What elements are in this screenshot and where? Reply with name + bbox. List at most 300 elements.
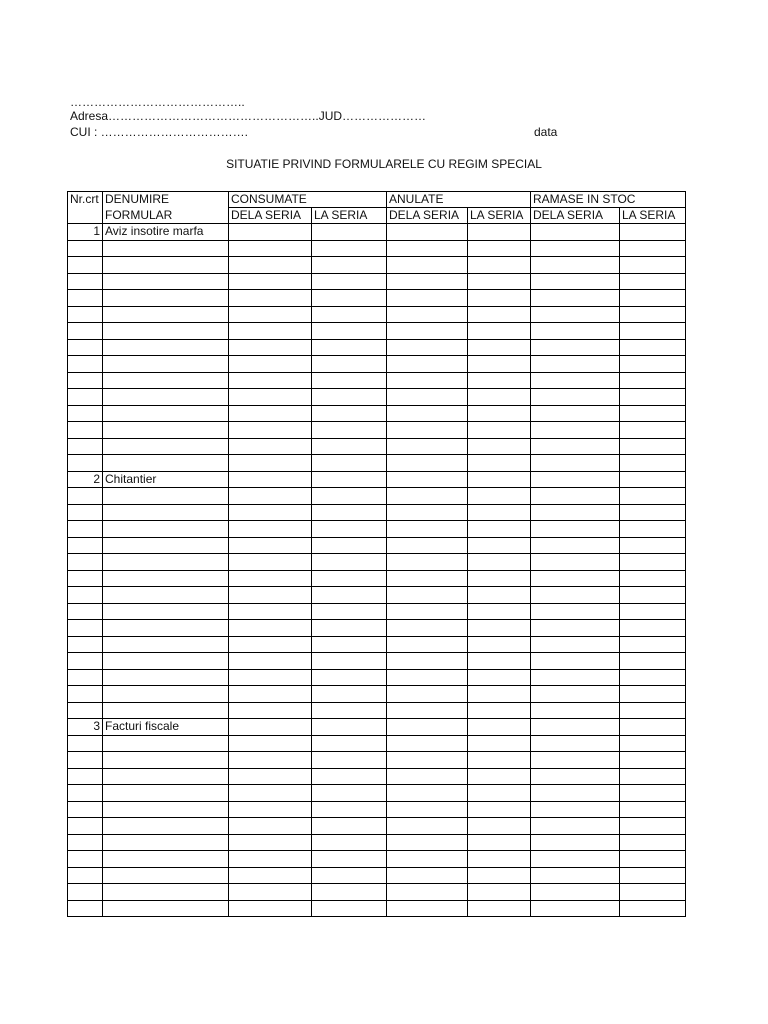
- table-cell: [312, 669, 387, 686]
- table-cell: [68, 537, 103, 554]
- table-cell: [312, 438, 387, 455]
- table-row: [68, 834, 686, 851]
- table-cell: [387, 273, 468, 290]
- date-label: data: [534, 125, 558, 139]
- table-cell: [531, 356, 620, 373]
- table-cell: [312, 554, 387, 571]
- table-cell: [620, 801, 686, 818]
- table-cell: [312, 372, 387, 389]
- table-cell: [312, 587, 387, 604]
- table-cell: [531, 587, 620, 604]
- table-cell: [468, 290, 531, 307]
- table-cell: [68, 702, 103, 719]
- col-header-ramase-dela: DELA SERIA: [531, 208, 620, 224]
- table-cell: [103, 867, 229, 884]
- table-cell: [387, 438, 468, 455]
- table-cell: [229, 587, 312, 604]
- table-cell: [68, 587, 103, 604]
- table-cell: [68, 323, 103, 340]
- table-cell: [229, 752, 312, 769]
- table-cell: [387, 587, 468, 604]
- table-cell: [229, 537, 312, 554]
- table-cell: [387, 851, 468, 868]
- table-row: [68, 686, 686, 703]
- table-cell: [620, 603, 686, 620]
- table-cell: [312, 900, 387, 917]
- table-cell: [103, 488, 229, 505]
- table-cell: [468, 636, 531, 653]
- table-cell: [531, 240, 620, 257]
- table-cell: [620, 240, 686, 257]
- table-cell: [531, 224, 620, 241]
- table-cell: [103, 372, 229, 389]
- table-cell: [387, 422, 468, 439]
- table-cell: [68, 801, 103, 818]
- table-cell: [468, 504, 531, 521]
- cui-line: CUI : ……………………………….: [70, 125, 249, 139]
- table-cell: [620, 306, 686, 323]
- col-header-ramase: RAMASE IN STOC: [531, 192, 620, 208]
- table-cell: [68, 636, 103, 653]
- table-cell: [229, 323, 312, 340]
- address-line: Adresa……………………………………………..JUD…………………: [70, 109, 427, 123]
- table-cell: [620, 669, 686, 686]
- table-cell: [103, 455, 229, 472]
- table-cell: [229, 554, 312, 571]
- col-header-consumate-dela: DELA SERIA: [229, 208, 312, 224]
- table-cell: [468, 785, 531, 802]
- table-row: [68, 405, 686, 422]
- table-cell: [68, 834, 103, 851]
- table-cell: [387, 768, 468, 785]
- table-cell: [68, 570, 103, 587]
- table-cell: [531, 752, 620, 769]
- table-cell: [468, 537, 531, 554]
- table-cell: [229, 686, 312, 703]
- table-cell: [103, 570, 229, 587]
- table-cell: [68, 768, 103, 785]
- table-cell: [68, 422, 103, 439]
- table-cell: [468, 653, 531, 670]
- table-cell: [387, 405, 468, 422]
- table-cell: [312, 306, 387, 323]
- table-cell: [229, 422, 312, 439]
- form-name: Chitantier: [103, 471, 229, 488]
- table-cell: [387, 620, 468, 637]
- table-cell: [387, 900, 468, 917]
- table-cell: [103, 735, 229, 752]
- header-line-1: ……………………………………..: [70, 95, 245, 109]
- table-cell: [387, 488, 468, 505]
- table-cell: [387, 636, 468, 653]
- table-cell: [68, 867, 103, 884]
- table-cell: [103, 438, 229, 455]
- table-cell: [468, 570, 531, 587]
- table-cell: [68, 735, 103, 752]
- table-cell: [387, 537, 468, 554]
- table-cell: [468, 455, 531, 472]
- table-cell: [620, 339, 686, 356]
- table-cell: [103, 603, 229, 620]
- table-cell: [312, 405, 387, 422]
- table-cell: [468, 719, 531, 736]
- table-row: [68, 636, 686, 653]
- table-row: [68, 372, 686, 389]
- table-cell: [387, 884, 468, 901]
- table-cell: [312, 504, 387, 521]
- table-cell: [68, 818, 103, 835]
- table-cell: [68, 686, 103, 703]
- col-header-denumire-2: FORMULAR: [103, 208, 229, 224]
- row-number: 3: [68, 719, 103, 736]
- table-cell: [468, 834, 531, 851]
- table-row: [68, 339, 686, 356]
- table-row: [68, 471, 686, 488]
- table-cell: [620, 422, 686, 439]
- table-cell: [68, 290, 103, 307]
- row-number: 2: [68, 471, 103, 488]
- table-cell: [68, 273, 103, 290]
- table-row: [68, 438, 686, 455]
- table-cell: [103, 900, 229, 917]
- table-cell: [229, 636, 312, 653]
- table-cell: [387, 702, 468, 719]
- table-cell: [468, 587, 531, 604]
- table-cell: [103, 834, 229, 851]
- table-cell: [103, 306, 229, 323]
- col-header-consumate-la: LA SERIA: [312, 208, 387, 224]
- table-cell: [229, 455, 312, 472]
- table-cell: [620, 620, 686, 637]
- table-cell: [68, 785, 103, 802]
- col-header-consumate: CONSUMATE: [229, 192, 312, 208]
- table-cell: [68, 438, 103, 455]
- table-cell: [103, 389, 229, 406]
- table-cell: [468, 488, 531, 505]
- table-cell: [620, 702, 686, 719]
- table-row: [68, 719, 686, 736]
- table-cell: [229, 389, 312, 406]
- table-cell: [103, 669, 229, 686]
- table-cell: [468, 323, 531, 340]
- table-cell: [229, 653, 312, 670]
- table-cell: [468, 851, 531, 868]
- table-cell: [468, 389, 531, 406]
- table-cell: [68, 488, 103, 505]
- table-row: [68, 752, 686, 769]
- table-cell: [312, 257, 387, 274]
- table-row: [68, 504, 686, 521]
- table-cell: [68, 900, 103, 917]
- table-cell: [68, 851, 103, 868]
- table-cell: [620, 389, 686, 406]
- table-cell: [620, 356, 686, 373]
- table-cell: [103, 537, 229, 554]
- table-cell: [387, 323, 468, 340]
- table-cell: [312, 339, 387, 356]
- table-cell: [103, 702, 229, 719]
- table-row: [68, 323, 686, 340]
- table-cell: [468, 521, 531, 538]
- table-cell: [312, 653, 387, 670]
- table-cell: [468, 405, 531, 422]
- col-header-anulate-dela: DELA SERIA: [387, 208, 468, 224]
- table-cell: [531, 554, 620, 571]
- table-cell: [531, 636, 620, 653]
- table-row: [68, 488, 686, 505]
- table-cell: [68, 339, 103, 356]
- table-row: [68, 273, 686, 290]
- col-header-ramase-la: LA SERIA: [620, 208, 686, 224]
- table-cell: [620, 438, 686, 455]
- table-cell: [387, 735, 468, 752]
- table-cell: [103, 851, 229, 868]
- table-cell: [531, 735, 620, 752]
- table-cell: [620, 752, 686, 769]
- table-cell: [531, 273, 620, 290]
- table-cell: [620, 554, 686, 571]
- table-cell: [620, 587, 686, 604]
- table-cell: [387, 521, 468, 538]
- table-cell: [312, 867, 387, 884]
- form-name: Facturi fiscale: [103, 719, 229, 736]
- table-cell: [229, 834, 312, 851]
- table-cell: [531, 785, 620, 802]
- table-cell: [468, 257, 531, 274]
- table-cell: [387, 554, 468, 571]
- table-cell: [387, 389, 468, 406]
- table-cell: [312, 323, 387, 340]
- table-cell: [103, 785, 229, 802]
- table-row: [68, 537, 686, 554]
- table-cell: [620, 768, 686, 785]
- table-cell: [68, 653, 103, 670]
- table-row: [68, 768, 686, 785]
- table-cell: [387, 306, 468, 323]
- table-cell: [103, 405, 229, 422]
- table-row: [68, 603, 686, 620]
- table-cell: [312, 735, 387, 752]
- table-cell: [103, 422, 229, 439]
- table-cell: [103, 323, 229, 340]
- table-cell: [312, 636, 387, 653]
- table-cell: [531, 686, 620, 703]
- table-cell: [312, 752, 387, 769]
- table-cell: [312, 603, 387, 620]
- table-cell: [103, 339, 229, 356]
- table-cell: [103, 620, 229, 637]
- table-row: [68, 620, 686, 637]
- table-cell: [468, 702, 531, 719]
- table-cell: [229, 372, 312, 389]
- table-cell: [387, 339, 468, 356]
- table-cell: [312, 422, 387, 439]
- table-cell: [229, 488, 312, 505]
- table-cell: [531, 405, 620, 422]
- table-cell: [387, 471, 468, 488]
- table-cell: [387, 224, 468, 241]
- table-cell: [468, 884, 531, 901]
- table-cell: [468, 686, 531, 703]
- table-row: [68, 702, 686, 719]
- table-header-row-1: [68, 192, 686, 208]
- table-cell: [620, 273, 686, 290]
- table-cell: [468, 900, 531, 917]
- table-cell: [531, 455, 620, 472]
- table-cell: [229, 702, 312, 719]
- table-cell: [531, 306, 620, 323]
- table-cell: [620, 570, 686, 587]
- row-number: 1: [68, 224, 103, 241]
- table-cell: [387, 603, 468, 620]
- table-cell: [531, 851, 620, 868]
- table-cell: [229, 257, 312, 274]
- table-cell: [312, 620, 387, 637]
- table-cell: [312, 389, 387, 406]
- table-cell: [103, 290, 229, 307]
- table-cell: [68, 521, 103, 538]
- table-cell: [68, 669, 103, 686]
- table-cell: [229, 801, 312, 818]
- table-row: [68, 224, 686, 241]
- table-cell: [620, 224, 686, 241]
- table-cell: [468, 240, 531, 257]
- table-cell: [468, 273, 531, 290]
- table-cell: [229, 818, 312, 835]
- table-cell: [68, 752, 103, 769]
- table-row: [68, 306, 686, 323]
- table-cell: [68, 405, 103, 422]
- table-cell: [68, 504, 103, 521]
- table-cell: [468, 603, 531, 620]
- table-cell: [468, 735, 531, 752]
- table-cell: [620, 323, 686, 340]
- table-cell: [312, 224, 387, 241]
- col-header-anulate-la: LA SERIA: [468, 208, 531, 224]
- table-cell: [620, 521, 686, 538]
- table-cell: [68, 372, 103, 389]
- table-cell: [468, 752, 531, 769]
- table-cell: [229, 224, 312, 241]
- table-cell: [531, 504, 620, 521]
- table-cell: [531, 521, 620, 538]
- table-cell: [229, 405, 312, 422]
- table-cell: [229, 603, 312, 620]
- table-cell: [229, 768, 312, 785]
- table-cell: [229, 570, 312, 587]
- forms-table: [67, 191, 686, 917]
- table-cell: [468, 620, 531, 637]
- table-cell: [387, 669, 468, 686]
- table-header-row-2: [68, 208, 686, 224]
- table-cell: [387, 752, 468, 769]
- table-cell: [103, 752, 229, 769]
- table-cell: [620, 884, 686, 901]
- table-row: [68, 818, 686, 835]
- table-cell: [103, 884, 229, 901]
- table-cell: [229, 504, 312, 521]
- table-row: [68, 389, 686, 406]
- table-cell: [531, 339, 620, 356]
- table-cell: [68, 620, 103, 637]
- table-row: [68, 867, 686, 884]
- table-cell: [531, 389, 620, 406]
- table-row: [68, 785, 686, 802]
- table-row: [68, 257, 686, 274]
- table-cell: [312, 801, 387, 818]
- table-cell: [312, 768, 387, 785]
- table-cell: [468, 801, 531, 818]
- table-cell: [620, 735, 686, 752]
- table-cell: [620, 290, 686, 307]
- table-cell: [387, 867, 468, 884]
- table-row: [68, 587, 686, 604]
- table-cell: [312, 818, 387, 835]
- table-cell: [620, 636, 686, 653]
- table-cell: [312, 851, 387, 868]
- table-cell: [312, 455, 387, 472]
- table-cell: [103, 521, 229, 538]
- table-cell: [312, 290, 387, 307]
- table-cell: [103, 356, 229, 373]
- col-header-denumire-1: DENUMIRE: [103, 192, 229, 208]
- table-cell: [531, 834, 620, 851]
- table-cell: [387, 372, 468, 389]
- table-cell: [620, 686, 686, 703]
- table-cell: [103, 257, 229, 274]
- table-cell: [312, 240, 387, 257]
- table-cell: [387, 240, 468, 257]
- table-cell: [620, 653, 686, 670]
- table-cell: [620, 851, 686, 868]
- table-cell: [68, 240, 103, 257]
- table-row: [68, 801, 686, 818]
- table-cell: [229, 240, 312, 257]
- table-cell: [312, 785, 387, 802]
- table-cell: [68, 356, 103, 373]
- table-cell: [68, 389, 103, 406]
- table-cell: [620, 537, 686, 554]
- table-row: [68, 240, 686, 257]
- col-header-nr: Nr.crt: [68, 192, 103, 208]
- table-cell: [229, 900, 312, 917]
- table-cell: [468, 306, 531, 323]
- table-cell: [103, 504, 229, 521]
- table-cell: [387, 570, 468, 587]
- table-cell: [531, 290, 620, 307]
- table-cell: [68, 455, 103, 472]
- table-cell: [229, 521, 312, 538]
- table-cell: [387, 686, 468, 703]
- table-cell: [103, 653, 229, 670]
- table-cell: [387, 290, 468, 307]
- table-cell: [468, 818, 531, 835]
- table-row: [68, 570, 686, 587]
- table-cell: [103, 818, 229, 835]
- table-cell: [620, 405, 686, 422]
- table-cell: [468, 224, 531, 241]
- table-cell: [312, 356, 387, 373]
- table-cell: [103, 587, 229, 604]
- table-cell: [312, 884, 387, 901]
- table-cell: [229, 471, 312, 488]
- table-cell: [312, 471, 387, 488]
- table-cell: [312, 702, 387, 719]
- table-cell: [620, 867, 686, 884]
- table-cell: [620, 719, 686, 736]
- table-cell: [468, 339, 531, 356]
- table-cell: [468, 471, 531, 488]
